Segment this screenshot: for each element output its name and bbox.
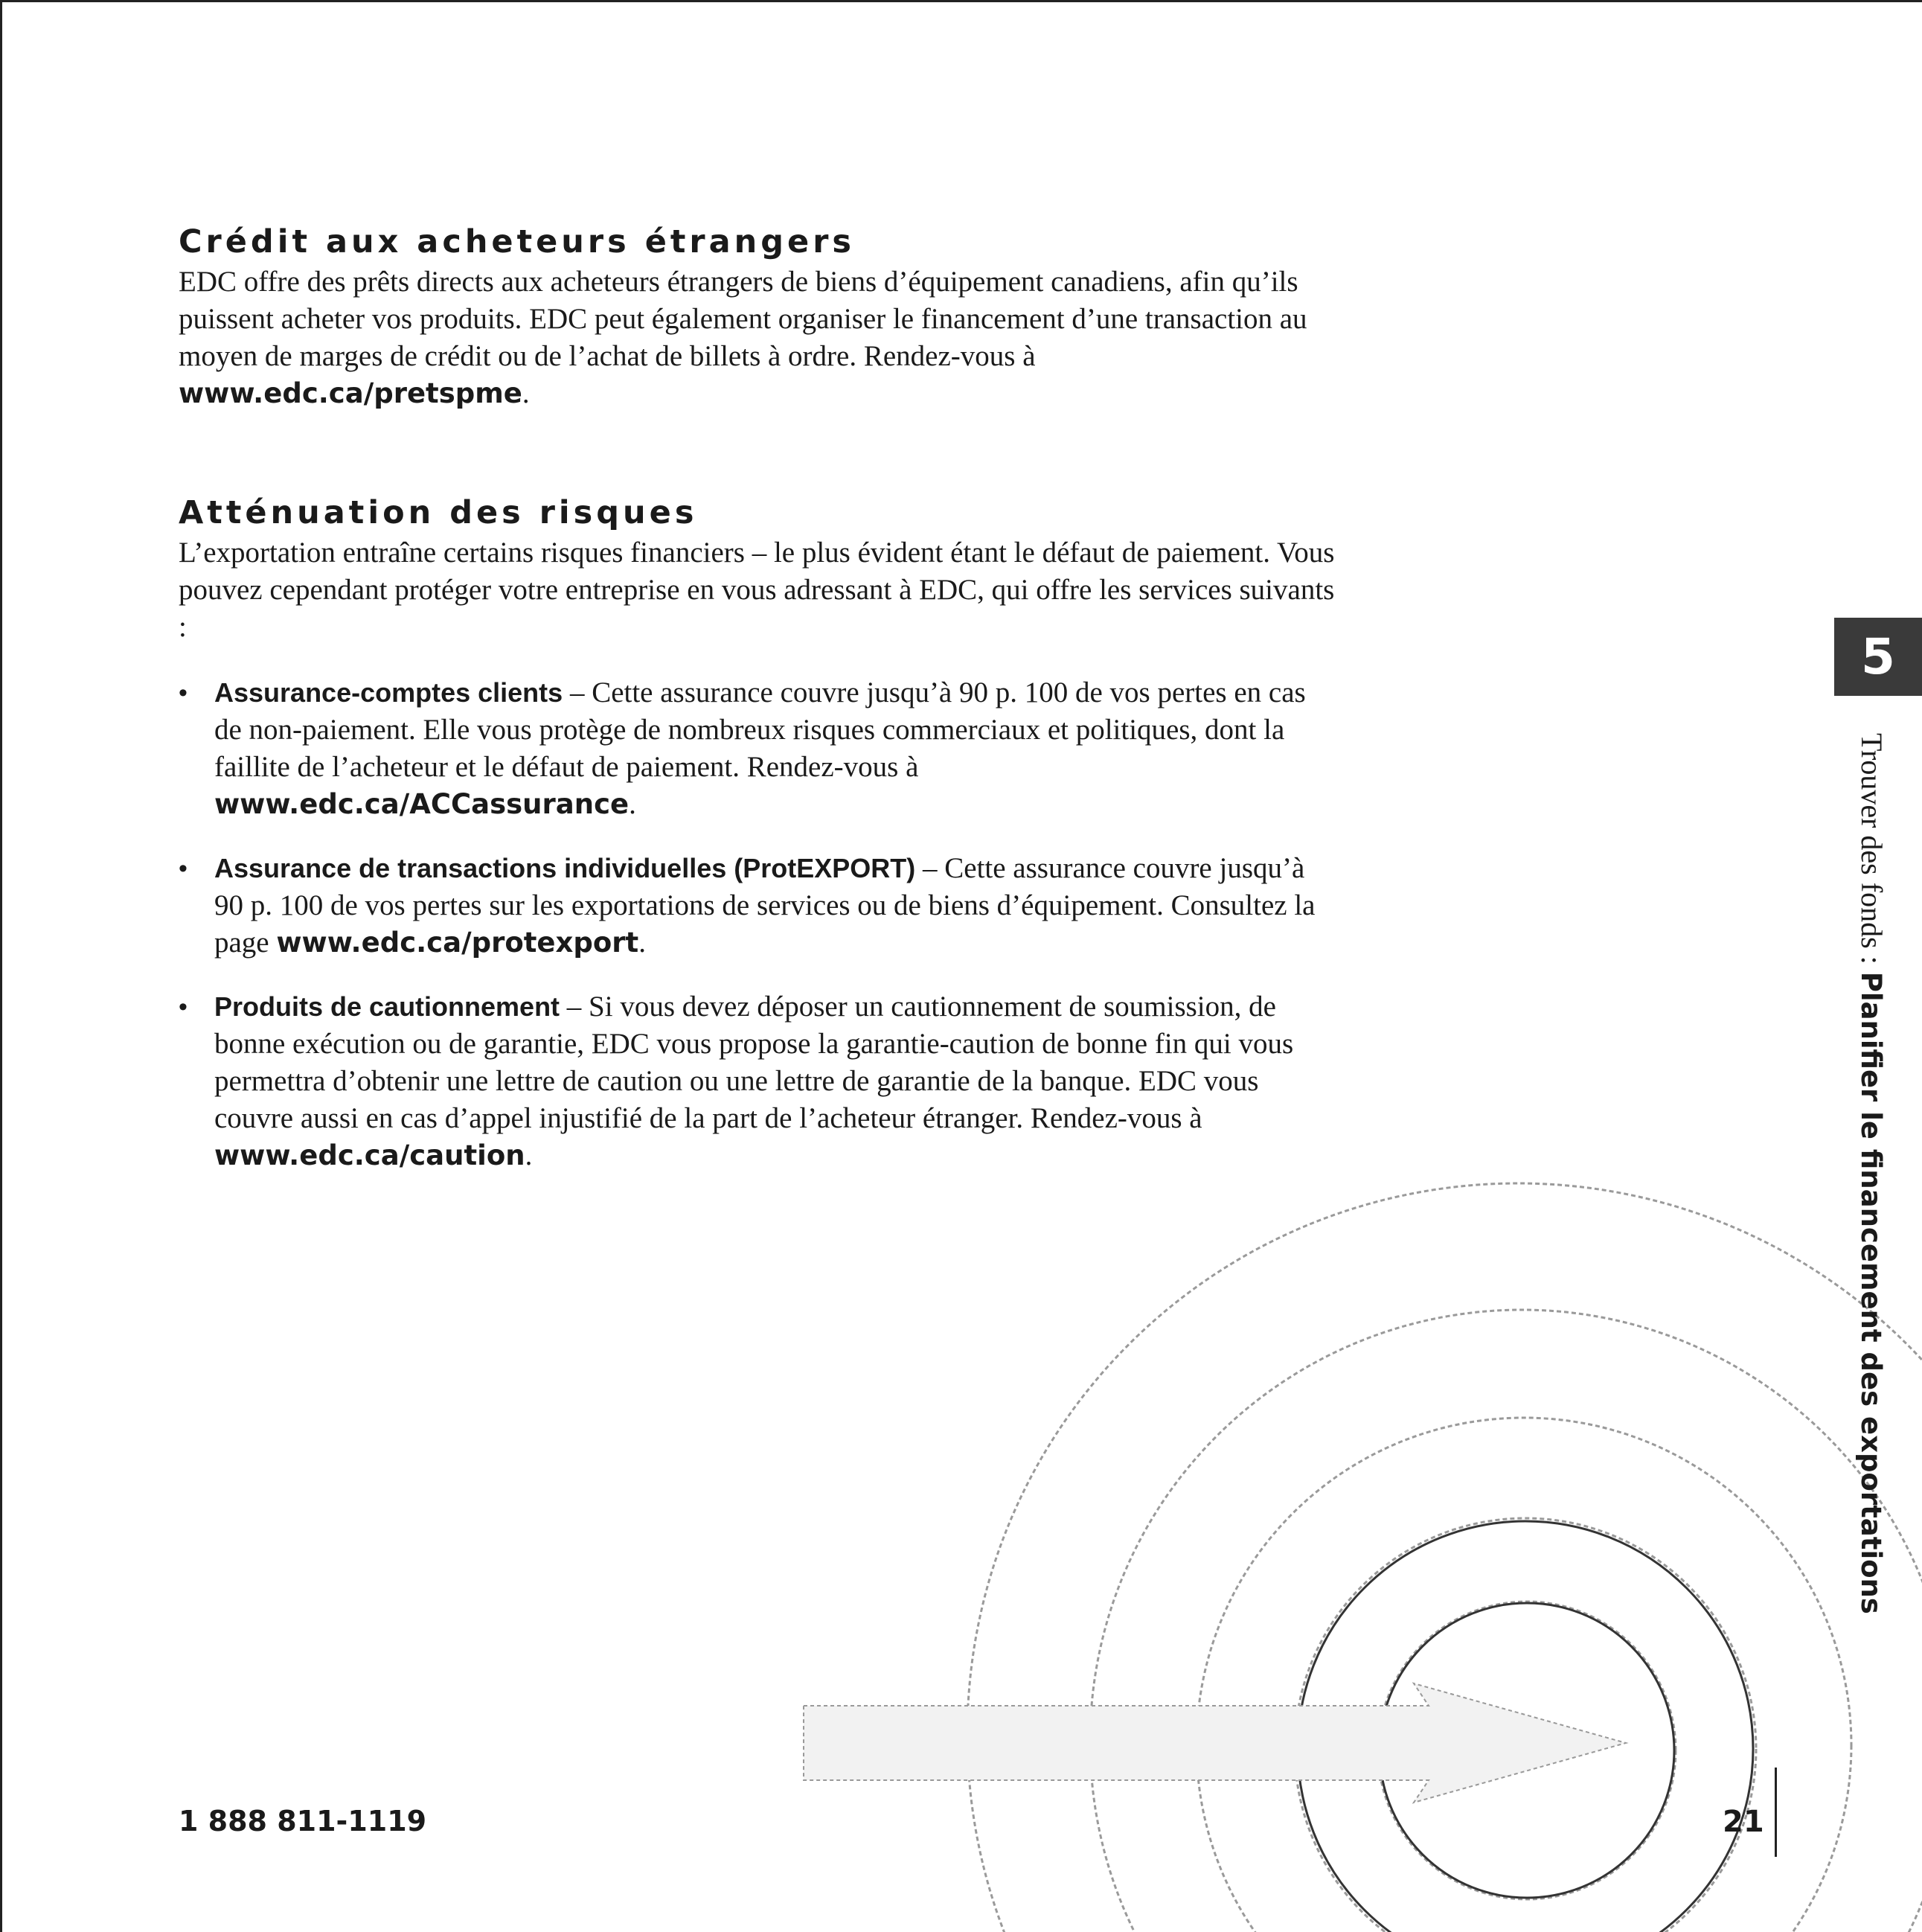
list-item-term: Assurance de transactions individuelles (ProtEXPORT)	[214, 853, 916, 883]
url-link[interactable]: www.edc.ca/caution	[214, 1139, 525, 1171]
list-item: • Produits de cautionnement – Si vous devez déposer un cautionnement de soumission, de bonne exécution ou de garantie, EDC vous propose la garantie-caution de bonne fin qui vous permettra d’obtenir une lettre de caution ou une lettre de garantie de la banque. EDC vous couvre aussi en cas d’appel injustifié de la part de l’acheteur étranger. Rendez-vous à www.edc.ca/caution.	[179, 988, 1339, 1174]
footer-phone: 1 888 811-1119	[179, 1805, 427, 1837]
section-paragraph: L’exportation entraîne certains risques financiers – le plus évident étant le défaut de paiement. Vous pouvez cependant protéger votre entreprise en vous adressant à EDC, qui offre les services suivants :	[179, 537, 1335, 643]
url-link[interactable]: www.edc.ca/pretspme	[179, 377, 522, 409]
section-paragraph: EDC offre des prêts directs aux acheteurs étrangers de biens d’équipement canadiens, afin qu’ils puissent acheter vos produits. EDC peut également organiser le financement d’une transaction au moyen de marges de crédit ou de l’achat de billets à ordre. Rendez-vous à www.edc.ca/pretspme.	[179, 266, 1307, 409]
services-list	[179, 674, 1339, 1174]
chapter-side-title	[1842, 733, 1901, 1614]
list-item: • Assurance de transactions individuelles (ProtEXPORT) – Cette assurance couvre jusqu’à 90 p. 100 de vos pertes sur les exportations de services ou de biens d’équipement. Consultez la page www.edc.ca/protexport.	[179, 850, 1339, 962]
list-item-term: Assurance-comptes clients	[214, 677, 563, 708]
bullet-icon: •	[179, 993, 188, 1021]
page-number-divider	[1775, 1768, 1777, 1857]
url-link[interactable]: www.edc.ca/ACCassurance	[214, 788, 630, 820]
url-link[interactable]: www.edc.ca/protexport	[276, 927, 639, 959]
section-heading: Atténuation des risques	[179, 494, 698, 531]
list-item: • Assurance-comptes clients – Cette assurance couvre jusqu’à 90 p. 100 de vos pertes en cas de non-paiement. Elle vous protège de nombreux risques commerciaux et politiques, dont la faillite de l’acheteur et le défaut de paiement. Rendez-vous à www.edc.ca/ACCassurance.	[179, 674, 1339, 823]
bullet-icon: •	[179, 679, 188, 707]
section-heading: Crédit aux acheteurs étrangers	[179, 223, 855, 260]
section-foreign-buyer-credit	[179, 223, 1339, 412]
page-number: 21	[1723, 1805, 1764, 1839]
side-title-bold: Planifier le financement des exportations	[1855, 971, 1887, 1614]
chapter-number-badge: 5	[1834, 618, 1922, 696]
side-title-light: Trouver des fonds :	[1855, 733, 1889, 972]
list-item-term: Produits de cautionnement	[214, 991, 560, 1022]
main-content	[179, 223, 1339, 1256]
bullet-icon: •	[179, 854, 188, 883]
section-risk-mitigation	[179, 494, 1339, 1174]
